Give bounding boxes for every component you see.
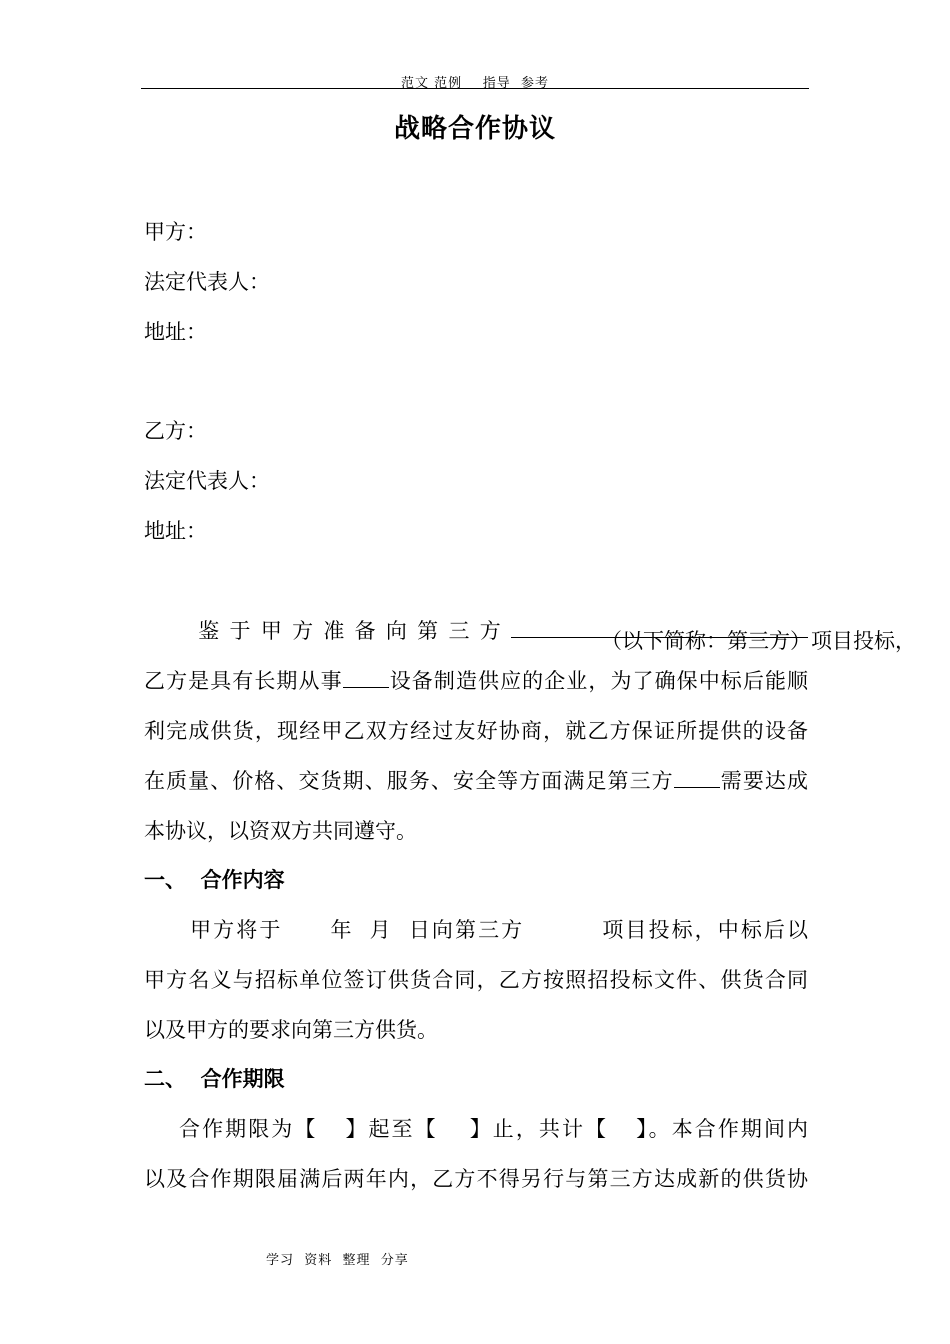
preamble-line-1: 鉴于甲方准备向第三方 （以下简称：第三方）项目投标，: [144, 606, 808, 656]
party-b-name-label: 乙方：: [144, 419, 207, 443]
preamble-line-4: 在质量、价格、交货期、服务、安全等方面满足第三方 需要达成: [144, 756, 808, 806]
section-2-paragraph: [144, 1104, 808, 1204]
section-1-line-2: 甲方名义与招标单位签订供货合同，乙方按照招投标文件、供货合同: [144, 968, 808, 992]
preamble-line-5: 本协议，以资双方共同遵守。: [144, 819, 417, 843]
section-2-heading: 二、 合作期限: [144, 1067, 285, 1091]
section-1-heading: 一、 合作内容: [144, 868, 285, 892]
preamble-paragraph: [144, 606, 916, 856]
section-2-line-1: 合作期限为【 】起至【 】止，共计【 】。本合作期间内: [177, 1117, 809, 1141]
page-header: 范文 范例 指导 参考: [401, 76, 549, 91]
document-title: 战略合作协议: [393, 114, 556, 144]
party-a-address-label: 地址：: [144, 320, 207, 344]
section-1-paragraph: [144, 905, 808, 1055]
party-a-rep-label: 法定代表人：: [144, 270, 270, 294]
party-a-name-label: 甲方：: [144, 220, 207, 244]
section-1-line-3: 以及甲方的要求向第三方供货。: [144, 1018, 438, 1042]
page-footer: 学习 资料 整理 分享: [266, 1253, 409, 1268]
party-b-address-label: 地址：: [144, 519, 207, 543]
preamble-line-3: 利完成供货，现经甲乙双方经过友好协商，就乙方保证所提供的设备: [144, 719, 808, 743]
blank-third-party: [674, 766, 720, 788]
header-rule: [141, 88, 809, 89]
section-2-line-2: 以及合作期限届满后两年内，乙方不得另行与第三方达成新的供货协: [144, 1167, 808, 1191]
blank-third-party-name: （以下简称：第三方）项目投标，: [511, 616, 808, 638]
blank-equipment-type: [343, 666, 389, 688]
preamble-line-2: 乙方是具有长期从事 设备制造供应的企业，为了确保中标后能顺: [144, 656, 808, 706]
section-1-line-1: 甲方将于 年 月 日向第三方 项目投标，中标后以: [188, 918, 809, 942]
party-b-rep-label: 法定代表人：: [144, 469, 270, 493]
